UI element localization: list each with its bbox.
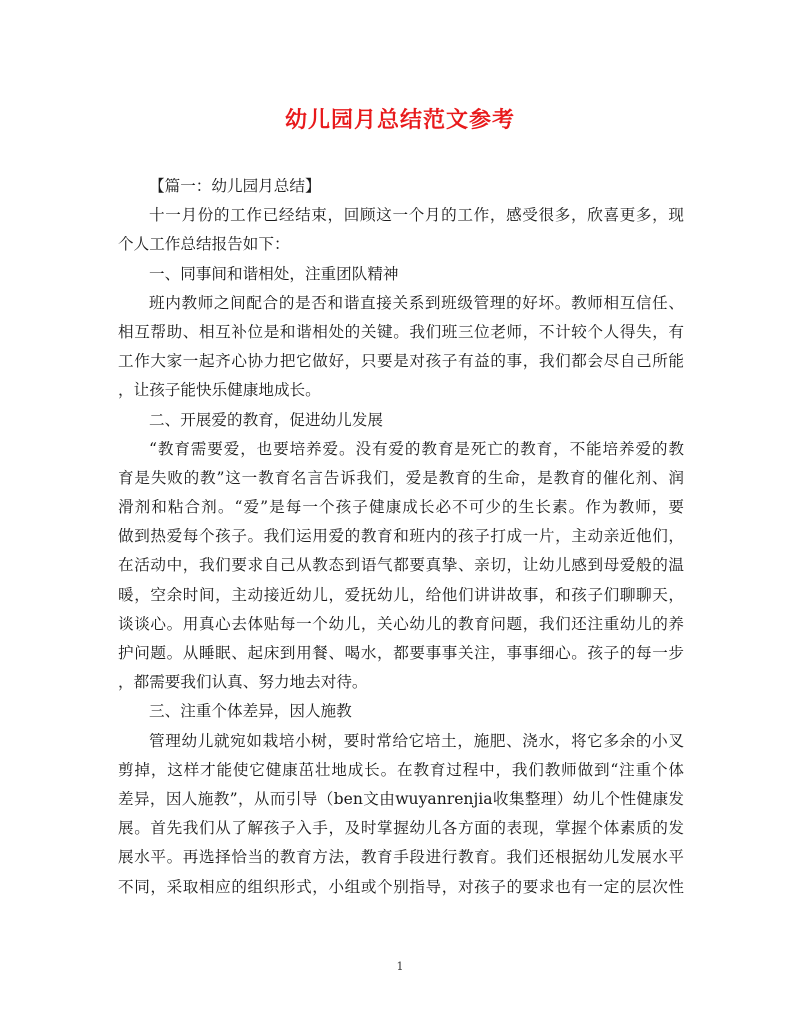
body-line: 护问题。从睡眠、起床到用餐、喝水，都要事事关注，事事细心。孩子的每一步	[118, 644, 684, 662]
body-line: 班内教师之间配合的是否和谐直接关系到班级管理的好坏。教师相互信任、	[149, 293, 684, 312]
body-line: 个人工作总结报告如下：	[118, 235, 290, 254]
body-line: 剪掉，这样才能使它健康茁壮地成长。在教育过程中，我们教师做到“注重个体	[118, 760, 684, 779]
body-line: 展水平。再选择恰当的教育方法，教育手段进行教育。我们还根据幼儿发展水平	[118, 848, 684, 867]
body-line: 差异，因人施教”，从而引导（ben文由wuyanrenjia收集整理）幼儿个性健康发	[118, 789, 684, 808]
page-number: 1	[396, 960, 404, 973]
document-body	[118, 172, 684, 902]
subheading: 三、注重个体差异，因人施教	[149, 702, 352, 721]
body-line: 滑剂和粘合剂。“爱”是每一个孩子健康成长必不可少的生长素。作为教师，要	[118, 498, 684, 517]
subheading: 一、同事间和谐相处，注重团队精神	[149, 264, 399, 283]
body-line: 相互帮助、相互补位是和谐相处的关键。我们班三位老师，不计较个人得失，有	[118, 322, 684, 341]
body-line: “教育需要爱，也要培养爱。没有爱的教育是死亡的教育，不能培养爱的教	[149, 439, 684, 458]
document-title: 幼儿园月总结范文参考	[284, 107, 515, 133]
body-line: 谈谈心。用真心去体贴每一个幼儿，关心幼儿的教育问题，我们还注重幼儿的养	[118, 614, 684, 633]
body-line: 工作大家一起齐心协力把它做好，只要是对孩子有益的事，我们都会尽自己所能	[118, 352, 684, 371]
body-line: ，都需要我们认真、努力地去对待。	[118, 673, 368, 692]
body-line: 十一月份的工作已经结束，回顾这一个月的工作，感受很多，欣喜更多，现	[149, 206, 684, 225]
body-line: 在活动中，我们要求自己从教态到语气都要真挚、亲切，让幼儿感到母爱般的温	[118, 556, 684, 575]
body-line: ，让孩子能快乐健康地成长。	[118, 381, 321, 400]
body-line: 暖，空余时间，主动接近幼儿，爱抚幼儿，给他们讲讲故事，和孩子们聊聊天，	[118, 585, 684, 604]
body-line: 不同，采取相应的组织形式，小组或个别指导，对孩子的要求也有一定的层次性	[118, 877, 684, 896]
body-line: 育是失败的教”这一教育名言告诉我们，爱是教育的生命，是教育的催化剂、润	[118, 468, 684, 487]
subheading: 二、开展爱的教育，促进幼儿发展	[149, 410, 383, 429]
section-heading: 【篇一：幼儿园月总结】	[149, 177, 321, 195]
body-line: 展。首先我们从了解孩子入手，及时掌握幼儿各方面的表现，掌握个体素质的发	[118, 819, 684, 838]
body-line: 管理幼儿就宛如栽培小树，要时常给它培土，施肥、浇水，将它多余的小叉	[149, 731, 684, 750]
body-line: 做到热爱每个孩子。我们运用爱的教育和班内的孩子打成一片，主动亲近他们，	[118, 527, 684, 546]
